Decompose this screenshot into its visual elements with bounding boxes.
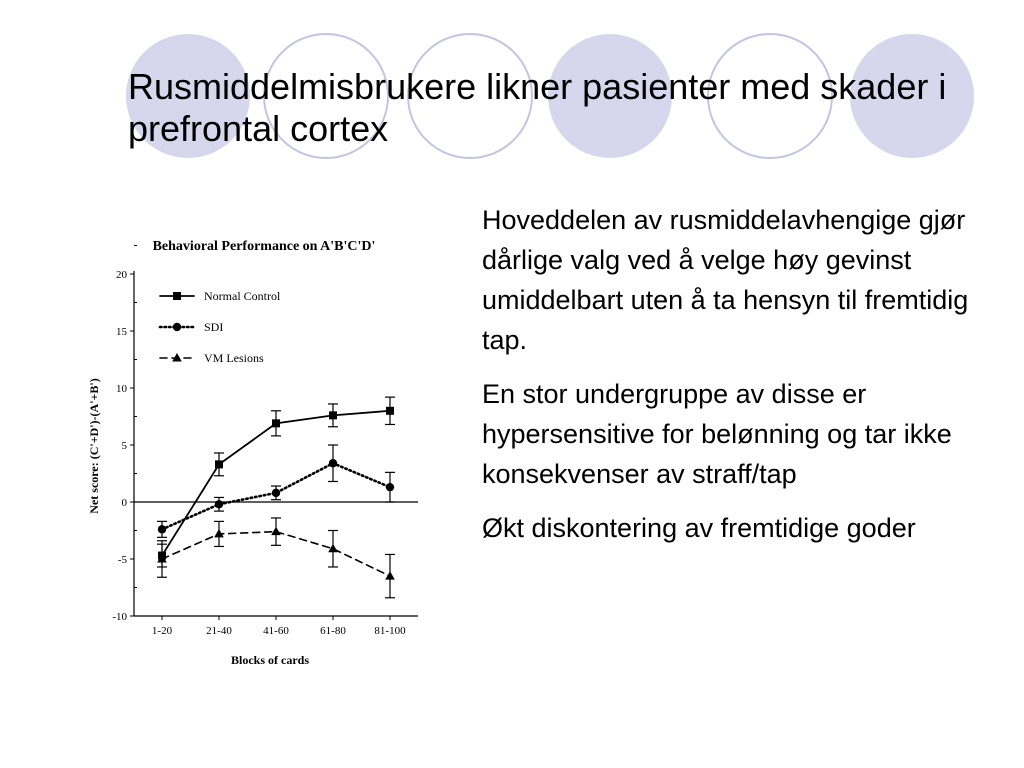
legend-marker-normal-control — [173, 292, 181, 300]
y-tick-label: -5 — [117, 554, 127, 566]
chart-title: Behavioral Performance on A'B'C'D' — [152, 239, 376, 254]
y-tick-label: -10 — [112, 611, 127, 623]
bullet-1: Hoveddelen av rusmiddelavhengige gjør dårlige valg ved å velge høy gevinst umiddelbart uten å ta hensyn til fremtidig tap. — [482, 205, 969, 355]
data-point-normal-control — [272, 419, 280, 427]
bullet-3: Økt diskontering av fremtidige goder — [482, 513, 916, 543]
data-point-sdi — [386, 483, 394, 491]
x-tick-label: 41-60 — [263, 625, 289, 637]
data-point-normal-control — [329, 411, 337, 419]
y-tick-label: 10 — [116, 383, 127, 395]
chart-ylabel: Net score: (C'+D')-(A'+B') — [87, 378, 101, 514]
slide-title: Rusmiddelmisbrukere likner pasienter med skader i prefrontal cortex — [128, 66, 947, 149]
x-tick-label: 61-80 — [320, 625, 346, 637]
x-tick-label: 81-100 — [374, 625, 406, 637]
x-tick-label: 21-40 — [206, 625, 232, 637]
x-tick-label: 1-20 — [151, 625, 173, 637]
data-point-sdi — [215, 500, 223, 508]
data-point-normal-control — [215, 460, 223, 468]
data-point-sdi — [158, 525, 166, 533]
behavioral-performance-chart — [84, 230, 434, 670]
chart-xlabel: Blocks of cards — [231, 653, 309, 667]
data-point-sdi — [272, 489, 280, 497]
data-point-normal-control — [386, 407, 394, 415]
legend-label-sdi: SDI — [204, 320, 224, 334]
data-point-vm-lesions — [271, 527, 281, 536]
y-tick-label: 15 — [116, 326, 127, 338]
bullet-2: En stor undergruppe av disse er hypersensitive for belønning og tar ikke konsekvenser av straff/tap — [482, 379, 952, 489]
legend-label-vm-lesions: VM Lesions — [204, 351, 264, 365]
y-tick-label: 0 — [121, 497, 127, 509]
legend-label-normal-control: Normal Control — [204, 289, 281, 303]
y-tick-label: 5 — [121, 440, 127, 452]
y-tick-label: 20 — [116, 269, 127, 281]
bullet-list — [482, 200, 982, 562]
data-point-vm-lesions — [385, 571, 395, 580]
legend-marker-sdi — [173, 323, 181, 331]
data-point-sdi — [329, 459, 337, 467]
